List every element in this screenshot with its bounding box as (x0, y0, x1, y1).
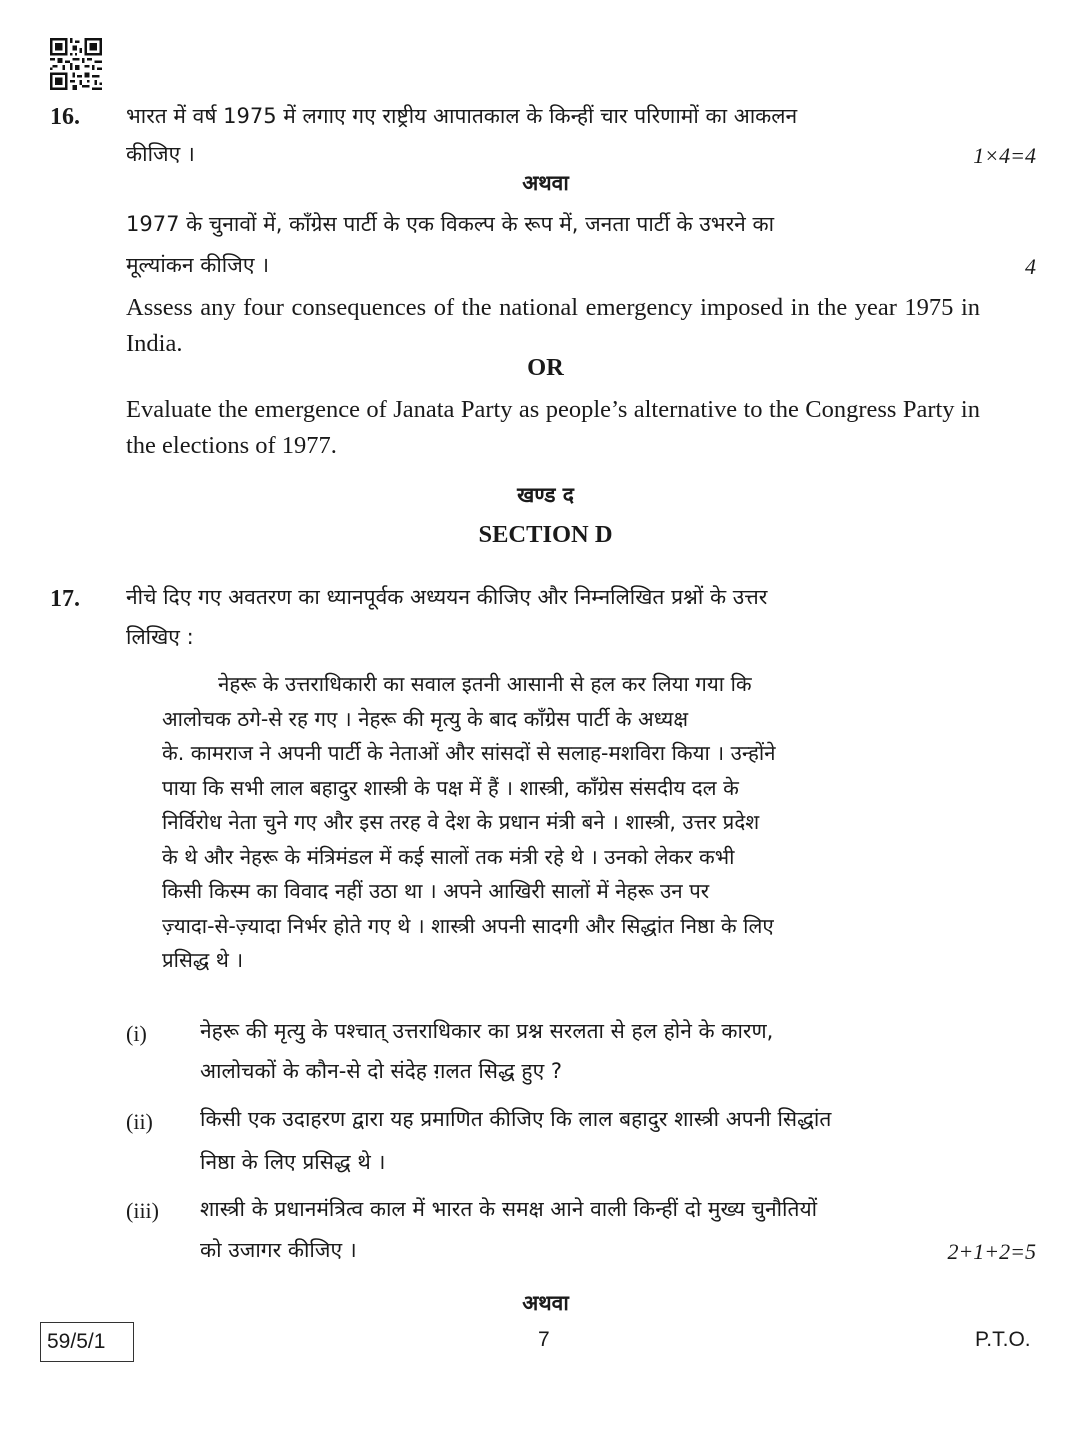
q16-hindi-alt-line2: मूल्यांकन कीजिए । (126, 253, 270, 277)
passage-line: के थे और नेहरू के मंत्रिमंडल में कई सालों तक मंत्री रहे थे । उनको लेकर कभी (162, 845, 735, 869)
q16-marks-alt: 4 (1025, 254, 1036, 279)
q17-intro-line2: लिखिए : (126, 625, 194, 649)
passage-line: निर्विरोध नेता चुने गए और इस तरह वे देश के प्रधान मंत्री बने । शास्त्री, उत्तर प्रदेश (162, 810, 760, 834)
section-heading-english: SECTION D (478, 521, 613, 548)
paper-code-box (40, 1322, 134, 1362)
q16-english-alt: Evaluate the emergence of Janata Party as people’s alternative to the Congress Party in the elections of 1977. (126, 396, 980, 459)
passage-line: किसी किस्म का विवाद नहीं उठा था । अपने आखिरी सालों में नेहरू उन पर (162, 879, 710, 903)
q17-intro-line1: नीचे दिए गए अवतरण का ध्यानपूर्वक अध्ययन कीजिए और निम्नलिखित प्रश्नों के उत्तर (126, 585, 768, 609)
pto-label: P.T.O. (975, 1328, 1031, 1351)
sub-question-i-line2: आलोचकों के कौन-से दो संदेह ग़लत सिद्ध हुए ? (200, 1059, 563, 1083)
q16-marks-main: 1×4=4 (973, 143, 1036, 168)
paper-code: 59/5/1 (47, 1330, 106, 1353)
question-number-17: 17. (50, 586, 80, 612)
sub-question-iii-line2: को उजागर कीजिए । (200, 1238, 357, 1262)
passage-line: प्रसिद्ध थे । (162, 948, 244, 972)
passage-line: ज़्यादा-से-ज़्यादा निर्भर होते गए थे । शास्त्री अपनी सादगी और सिद्धांत निष्ठा के लिए (162, 914, 774, 938)
passage-line: आलोचक ठगे-से रह गए । नेहरू की मृत्यु के बाद काँग्रेस पार्टी के अध्यक्ष (162, 707, 689, 731)
passage-line: पाया कि सभी लाल बहादुर शास्त्री के पक्ष में हैं । शास्त्री, काँग्रेस संसदीय दल के (162, 776, 739, 800)
page-number: 7 (538, 1328, 550, 1351)
q16-or-english: OR (527, 354, 564, 381)
sub-question-label-iii: (iii) (126, 1198, 159, 1223)
q16-english-main: Assess any four consequences of the national emergency imposed in the year 1975 in India. (126, 294, 980, 357)
q16-hindi-alt-line1: 1977 के चुनावों में, काँग्रेस पार्टी के एक विकल्प के रूप में, जनता पार्टी के उभरने का (126, 212, 775, 236)
section-heading-hindi: खण्ड द (517, 483, 574, 507)
q16-hindi-main-line1: भारत में वर्ष 1975 में लगाए गए राष्ट्रीय आपातकाल के किन्हीं चार परिणामों का आकलन (126, 104, 798, 128)
q16-hindi-main-line2: कीजिए । (126, 142, 195, 166)
question-number-16: 16. (50, 104, 80, 130)
sub-question-label-i: (i) (126, 1021, 147, 1046)
q17-marks: 2+1+2=5 (947, 1239, 1036, 1264)
qr-code-icon (50, 38, 102, 90)
sub-question-ii-line1: किसी एक उदाहरण द्वारा यह प्रमाणित कीजिए कि लाल बहादुर शास्त्री अपनी सिद्धांत (200, 1107, 832, 1131)
passage-line: नेहरू के उत्तराधिकारी का सवाल इतनी आसानी से हल कर लिया गया कि (218, 672, 752, 696)
q16-or-hindi: अथवा (522, 171, 569, 195)
sub-question-label-ii: (ii) (126, 1109, 153, 1134)
sub-question-ii-line2: निष्ठा के लिए प्रसिद्ध थे । (200, 1150, 386, 1174)
q17-or-hindi: अथवा (522, 1291, 569, 1315)
sub-question-iii-line1: शास्त्री के प्रधानमंत्रित्व काल में भारत के समक्ष आने वाली किन्हीं दो मुख्य चुनौतियों (200, 1197, 818, 1221)
passage-line: के. कामराज ने अपनी पार्टी के नेताओं और सांसदों से सलाह-मशविरा किया । उन्होंने (162, 741, 776, 765)
sub-question-i-line1: नेहरू की मृत्यु के पश्चात् उत्तराधिकार का प्रश्न सरलता से हल होने के कारण, (200, 1019, 774, 1043)
